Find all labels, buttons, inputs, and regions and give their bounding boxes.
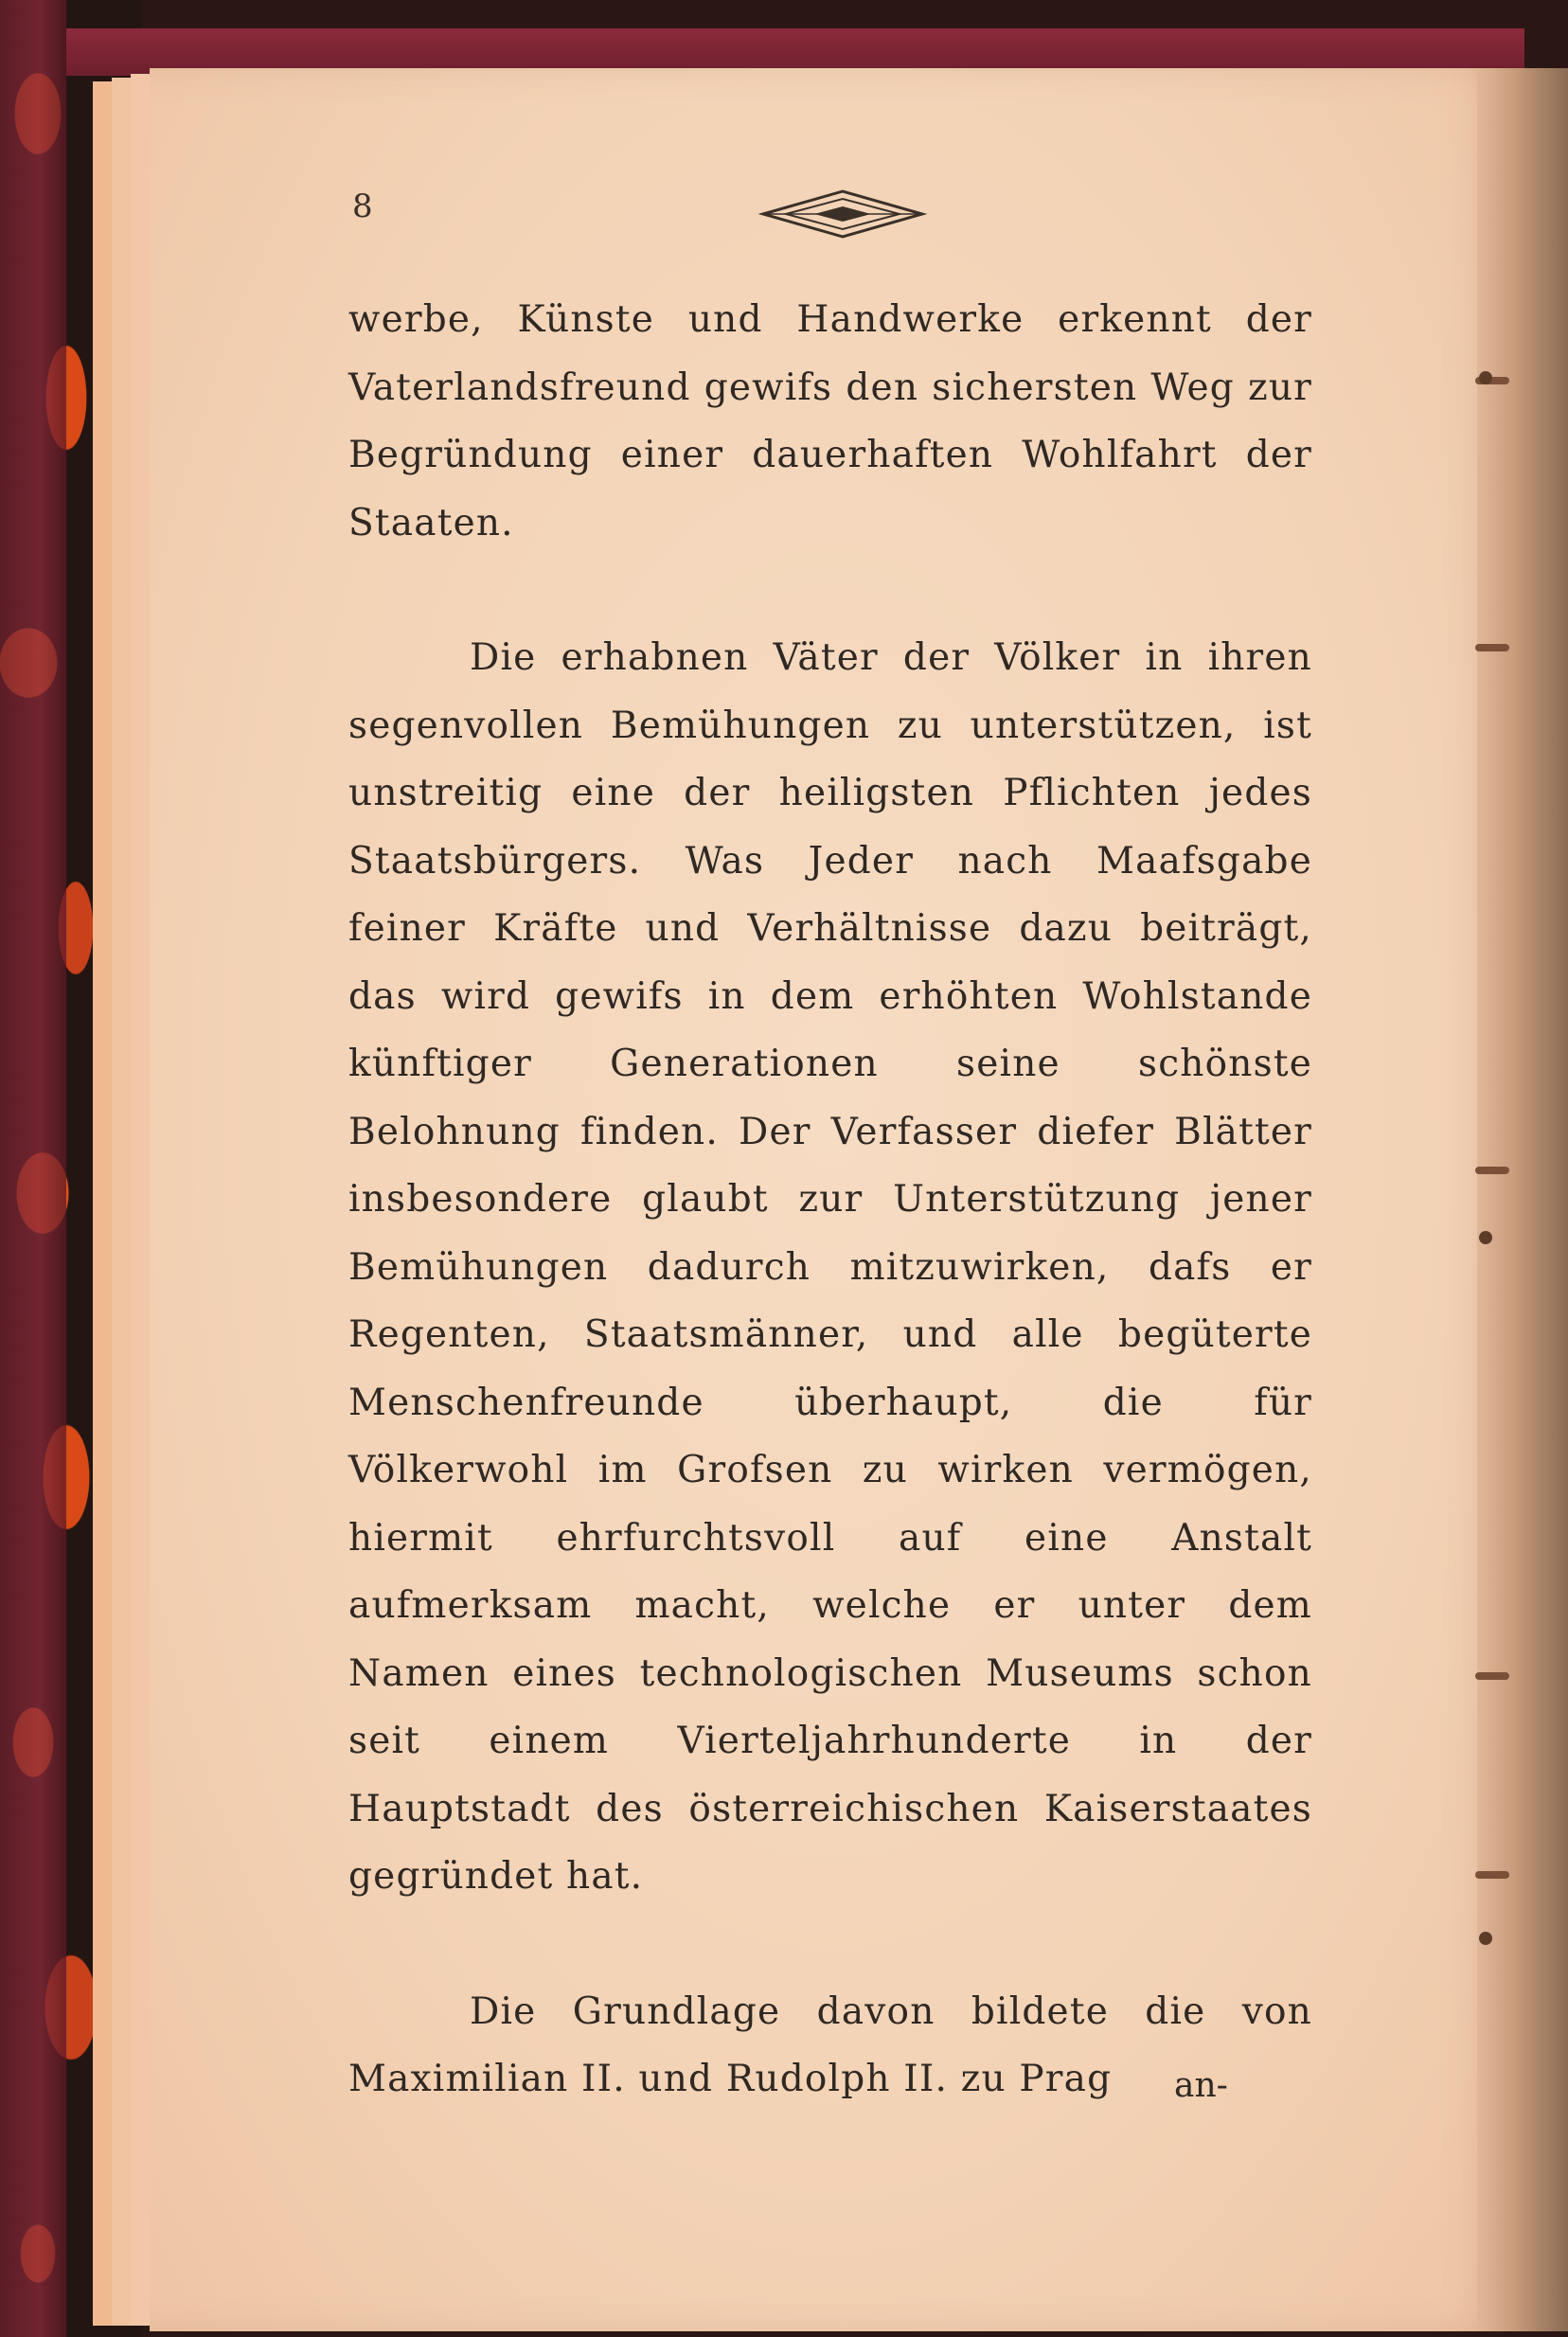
diamond-ornament-icon [757, 186, 928, 242]
binding-thread [1475, 1167, 1509, 1174]
binding-thread [1475, 1672, 1509, 1680]
catchword: an- [1174, 2066, 1228, 2105]
book-gutter [1477, 68, 1568, 2331]
page-number: 8 [352, 187, 373, 225]
paragraph: Die erhabnen Väter der Völker in ihren segenvollen Bemühungen zu unterstützen, ist unstreitig eine der heiligsten Pflichten jedes Staatsbürgers. Was Jeder nach Maafsgabe feiner Kräfte und Verhältnisse dazu beiträgt, das wird gewifs in dem erhöhten Wohlstande künftiger Generationen seine schönste Belohnung finden. Der Verfasser diefer Blätter insbesondere glaubt zur Unterstützung jener Bemühungen dadurch mitzuwirken, dafs er Regenten, Staatsmänner, und alle begüterte Menschenfreunde überhaupt, die für Völkerwohl im Grofsen zu wirken vermögen, hiermit ehrfurchtsvoll auf eine Anstalt aufmerksam macht, welche er unter dem Namen eines technologischen Museums schon seit einem Vierteljahrhunderte in der Hauptstadt des österreichischen Kaiserstaates gegründet hat. [348, 636, 1312, 1898]
paragraph: Die Grundlage davon bildete die von Maximilian II. und Rudolph II. zu Prag [348, 1989, 1312, 2100]
binding-thread [1475, 1871, 1509, 1879]
binding-thread [1475, 644, 1509, 651]
stitch-hole [1479, 1231, 1492, 1244]
stitch-hole [1479, 1932, 1492, 1945]
stitch-hole [1479, 371, 1492, 384]
page-body-text [348, 286, 1312, 2114]
cover-binding-edge [0, 0, 66, 2337]
paragraph: werbe, Künste und Handwerke erkennt der Vaterlandsfreund gewifs den sichersten Weg zur Begründung einer dauerhaften Wohlfahrt der Staaten. [348, 298, 1312, 544]
